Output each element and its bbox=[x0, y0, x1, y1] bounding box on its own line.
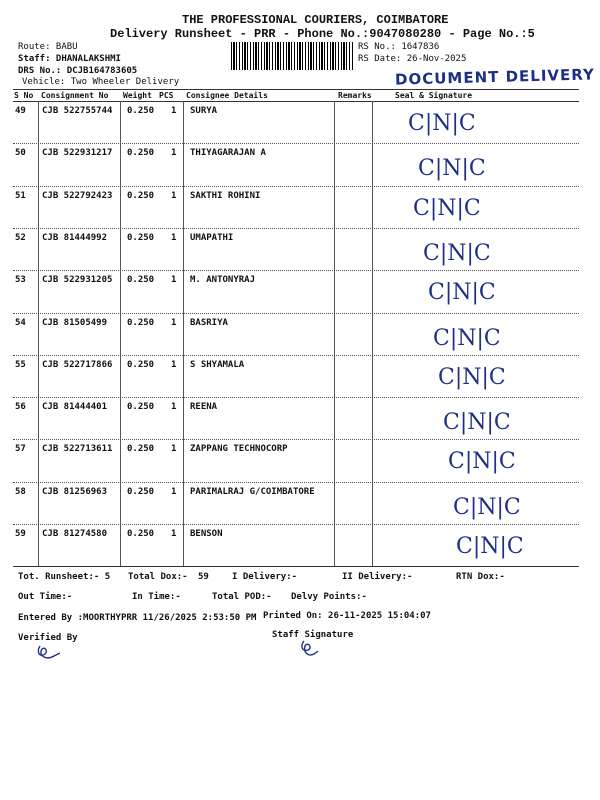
row-divider bbox=[13, 143, 579, 144]
row-sno: 57 bbox=[15, 444, 26, 455]
row-pcs: 1 bbox=[171, 486, 177, 497]
row-weight: 0.250 bbox=[127, 148, 155, 159]
row-signature: C|N|C bbox=[408, 111, 476, 136]
col-consignment: Consignment No bbox=[41, 91, 109, 100]
route: Route: BABU bbox=[18, 42, 78, 52]
col-sno: S No bbox=[14, 91, 34, 100]
row-pcs: 1 bbox=[171, 232, 177, 243]
verified-by-signature bbox=[34, 642, 66, 664]
i-delivery: I Delivery:- bbox=[232, 572, 298, 582]
total-dox-value: 59 bbox=[198, 572, 209, 582]
row-divider bbox=[13, 524, 579, 525]
row-sno: 53 bbox=[15, 275, 26, 286]
row-signature: C|N|C bbox=[428, 280, 496, 306]
row-divider bbox=[13, 355, 579, 356]
row-divider bbox=[13, 186, 579, 187]
row-weight: 0.250 bbox=[127, 402, 155, 413]
row-signature: C|N|C bbox=[438, 364, 506, 390]
row-consignee: UMAPATHI bbox=[190, 232, 234, 243]
rs-date: RS Date: 26-Nov-2025 bbox=[358, 54, 467, 64]
col-pcs: PCS bbox=[159, 91, 174, 100]
col-remarks: Remarks bbox=[338, 91, 372, 100]
row-weight: 0.250 bbox=[127, 275, 155, 286]
company-name: THE PROFESSIONAL COURIERS, COIMBATORE bbox=[182, 13, 449, 27]
row-signature: C|N|C bbox=[418, 156, 486, 182]
row-pcs: 1 bbox=[171, 106, 177, 116]
row-signature: C|N|C bbox=[413, 195, 481, 221]
row-pcs: 1 bbox=[171, 190, 177, 201]
row-sno: 55 bbox=[15, 359, 26, 370]
row-weight: 0.250 bbox=[127, 529, 155, 539]
row-consignment-no: CJB 81505499 bbox=[42, 317, 108, 328]
row-weight: 0.250 bbox=[127, 444, 155, 455]
out-time: Out Time:- bbox=[18, 592, 73, 602]
row-sno: 49 bbox=[15, 106, 26, 116]
row-consignee: ZAPPANG TECHNOCORP bbox=[190, 444, 288, 455]
rs-number: RS No.: 1647836 bbox=[358, 42, 440, 52]
row-consignee: SAKTHI ROHINI bbox=[190, 190, 261, 201]
total-dox-label: Total Dox:- bbox=[128, 572, 188, 582]
tot-runsheet: Tot. Runsheet:- 5 bbox=[18, 572, 111, 582]
row-pcs: 1 bbox=[171, 359, 177, 370]
row-consignment-no: CJB 522931217 bbox=[42, 148, 113, 159]
row-sno: 50 bbox=[15, 148, 26, 159]
row-weight: 0.250 bbox=[127, 106, 155, 116]
drs-number: DRS No.: DCJB164783605 bbox=[18, 66, 138, 76]
row-consignment-no: CJB 522931205 bbox=[42, 275, 113, 286]
row-consignee: M. ANTONYRAJ bbox=[190, 275, 256, 286]
row-consignee: SURYA bbox=[190, 106, 218, 116]
row-consignee: THIYAGARAJAN A bbox=[190, 148, 266, 159]
row-sno: 52 bbox=[15, 232, 26, 243]
row-signature: C|N|C bbox=[443, 410, 511, 436]
total-pod: Total POD:- bbox=[212, 592, 272, 602]
row-weight: 0.250 bbox=[127, 486, 155, 497]
row-consignment-no: CJB 81274580 bbox=[42, 529, 108, 539]
row-sno: 58 bbox=[15, 486, 26, 497]
row-weight: 0.250 bbox=[127, 317, 155, 328]
col-consignee: Consignee Details bbox=[186, 91, 268, 100]
col-weight: Weight bbox=[123, 91, 152, 100]
row-pcs: 1 bbox=[171, 529, 177, 539]
row-divider bbox=[13, 228, 579, 229]
row-consignee: BASRIYA bbox=[190, 317, 228, 328]
printed-on: Printed On: 26-11-2025 15:04:07 bbox=[263, 611, 431, 621]
row-divider bbox=[13, 313, 579, 314]
row-weight: 0.250 bbox=[127, 232, 155, 243]
runsheet-subtitle: Delivery Runsheet - PRR - Phone No.:9047080280 - Page No.:5 bbox=[110, 27, 535, 41]
row-consignee: S SHYAMALA bbox=[190, 359, 245, 370]
row-pcs: 1 bbox=[171, 402, 177, 413]
staff-signature-mark bbox=[296, 638, 324, 660]
row-divider bbox=[13, 270, 579, 271]
row-consignment-no: CJB 81444401 bbox=[42, 402, 108, 413]
document-delivery-stamp: DOCUMENT DELIVERY bbox=[394, 65, 596, 89]
row-pcs: 1 bbox=[171, 275, 177, 286]
row-signature: C|N|C bbox=[423, 240, 491, 266]
row-consignment-no: CJB 522717866 bbox=[42, 359, 113, 370]
row-consignment-no: CJB 81256963 bbox=[42, 486, 108, 497]
rtn-dox: RTN Dox:- bbox=[456, 572, 505, 582]
row-divider bbox=[13, 482, 579, 483]
row-signature: C|N|C bbox=[453, 494, 521, 520]
row-sno: 54 bbox=[15, 317, 26, 328]
row-consignee: REENA bbox=[190, 402, 218, 413]
row-pcs: 1 bbox=[171, 317, 177, 328]
row-sno: 59 bbox=[15, 529, 26, 539]
row-sno: 51 bbox=[15, 190, 26, 201]
row-consignment-no: CJB 522792423 bbox=[42, 190, 113, 201]
in-time: In Time:- bbox=[132, 592, 181, 602]
row-consignee: BENSON bbox=[190, 529, 223, 539]
verified-by-label: Verified By bbox=[18, 633, 78, 643]
row-consignment-no: CJB 81444992 bbox=[42, 232, 108, 243]
staff-signature-label: Staff Signature bbox=[272, 630, 354, 640]
entered-by: Entered By :MOORTHYPRR 11/26/2025 2:53:50 PM bbox=[18, 613, 257, 623]
row-consignee: PARIMALRAJ G/COIMBATORE bbox=[190, 486, 315, 497]
row-weight: 0.250 bbox=[127, 190, 155, 201]
row-signature: C|N|C bbox=[448, 449, 516, 475]
delvy-points: Delvy Points:- bbox=[291, 592, 367, 602]
ii-delivery: II Delivery:- bbox=[342, 572, 413, 582]
row-sno: 56 bbox=[15, 402, 26, 413]
row-pcs: 1 bbox=[171, 148, 177, 159]
vehicle: Vehicle: Two Wheeler Delivery bbox=[22, 77, 180, 87]
row-signature: C|N|C bbox=[433, 325, 501, 351]
row-signature: C|N|C bbox=[456, 534, 524, 559]
row-consignment-no: CJB 522713611 bbox=[42, 444, 113, 455]
staff: Staff: DHANALAKSHMI bbox=[18, 54, 121, 64]
row-divider bbox=[13, 397, 579, 398]
row-weight: 0.250 bbox=[127, 359, 155, 370]
row-pcs: 1 bbox=[171, 444, 177, 455]
row-consignment-no: CJB 522755744 bbox=[42, 106, 113, 116]
row-divider bbox=[13, 439, 579, 440]
barcode bbox=[231, 42, 354, 70]
col-signature: Seal & Signature bbox=[395, 91, 473, 100]
